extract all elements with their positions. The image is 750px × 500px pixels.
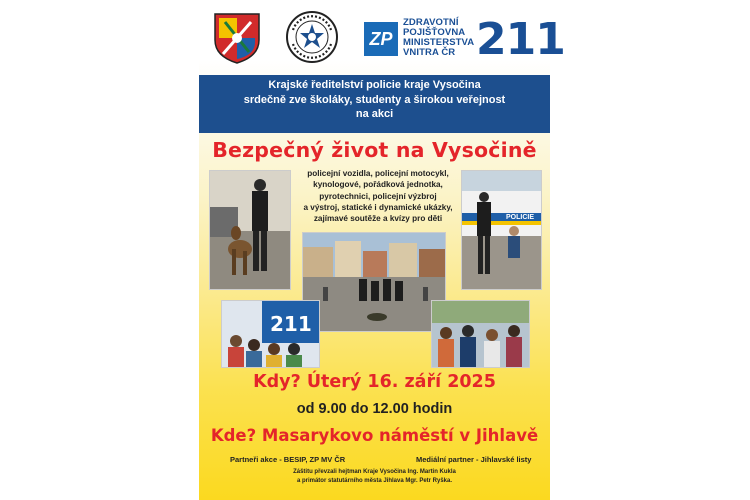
description-line: a výstroj, statické i dynamické ukázky, [303,202,453,212]
photo-square-demonstration [302,232,446,332]
photo-children-activity [431,300,530,368]
event-partners: Partneři akce - BESIP, ZP MV ČR [230,455,346,464]
event-location: Kde? Masarykovo náměstí v Jihlavě [210,426,539,445]
description-line: kynologové, pořádková jednotka, [313,180,443,190]
police-cr-seal-logo [285,10,339,64]
zp-name-line: POJIŠŤOVNA [403,27,466,38]
patronage-note [199,468,550,486]
stand-number: 211 [270,312,312,336]
event-poster [199,0,565,500]
patronage-line: a primátor statutárního města Jihlava Mgr. Petr Ryška. [296,478,453,484]
invitation-banner [199,75,550,133]
zp-name [403,18,474,58]
zp-logo-mark [364,22,398,56]
photo-dog-handler [209,170,291,290]
zp-name-line: MINISTERSTVA [403,37,475,48]
logo-row [199,8,565,68]
description-line: policejní vozidla, policejní motocykl, [307,169,449,178]
media-partner: Mediální partner - Jihlavské listy [416,455,532,464]
description-line: zajímavé soutěže a kvízy pro děti [313,214,443,224]
banner-line: Krajské ředitelství policie kraje Vysočina [268,79,481,91]
activities-description [302,168,454,224]
banner-line: srdečně zve školáky, studenty a širokou veřejnost [243,93,506,106]
police-car-label: POLICIE [506,214,535,221]
zp-name-line: VNITRA ČR [403,47,456,58]
zp-number: 211 [476,14,565,65]
photo-police-car [461,170,542,290]
zp-name-line: ZDRAVOTNÍ [403,17,459,28]
banner-line: na akci [355,108,394,120]
vysocina-crest-logo [213,12,261,64]
event-title: Bezpečný život na Vysočině [212,138,537,162]
patronage-line: Záštitu převzali hejtman Kraje Vysočina Ing. Martin Kukla [293,469,456,475]
photo-211-stand [221,300,320,368]
event-date: Kdy? Úterý 16. září 2025 [253,372,496,392]
event-time: od 9.00 do 12.00 hodin [296,401,453,417]
zp-logo-letters: ZP [369,28,393,49]
description-line: pyrotechnici, policejní výzbroj [319,191,437,201]
